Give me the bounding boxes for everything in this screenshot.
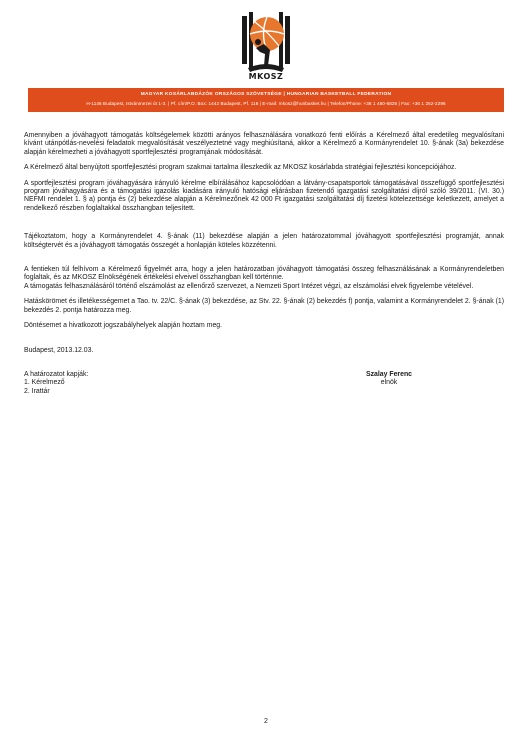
paragraph: Tájékoztatom, hogy a Kormányrendelet 4. §-ának (11) bekezdése alapján a jelen határozatommal jóváhagyott sportfejlesztési programját, annak költségtervét és a jóváhagyott támogatás összegét a honlapján köteles közzétenni. [24, 233, 504, 249]
paragraph: A fentieken túl felhívom a Kérelmező figyelmét arra, hogy a jelen határozatban jóváhagyott támogatási összeg felhasználásának a Kormányrendeletben foglaltak, és az MKOSZ Elnökségének értékelési elveivel összhangban kell történnie. [24, 266, 504, 282]
recipient-item: 1. Kérelmező [24, 379, 65, 387]
paragraph: Döntésemet a hivatkozott jogszabályhelyek alapján hoztam meg. [24, 322, 223, 330]
federation-name: MAGYAR KOSÁRLABDÁZÓK ORSZÁGOS SZÖVETSÉGE | HUNGARIAN BASKETBALL FEDERATION [140, 92, 392, 97]
paragraph: A sportfejlesztési program jóváhagyására irányuló kérelme elbírálásához kapcsolódóan a látvány-csapatsportok támogatásával összefüggő sportfejlesztési program jóváhagyására és a támogatási igazolás kiadására irányuló hatósági eljárásban fizetendő igazgatási szolgáltatási díjról szóló 39/2011. (VI. 30.) NEFMI rendelet 1. § a) pontja és (2) bekezdése alapján a Kérelmezőnek 42 000 Ft igazgatási szolgáltatási díj fizetési kötelezettsége keletkezett, amelyet a rendelkező részben foglaltakkal összhangban teljesített. [24, 179, 504, 212]
recipients-list [24, 371, 88, 396]
place-date: Budapest, 2013.12.03. [24, 346, 94, 354]
signatory-title: elnök [380, 379, 398, 387]
paragraph: A Kérelmező által benyújtott sportfejlesztési program szakmai tartalma illeszkedik az MKOSZ kosárlabda stratégiai fejlesztési koncepciójához. [24, 164, 457, 172]
recipient-item: 2. Irattár [24, 387, 50, 395]
page-number: 2 [264, 718, 268, 725]
paragraph: A támogatás felhasználásáról történő elszámolást az ellenőrző szervezet, a Nemzeti Sport Intézet végzi, az elszámolási elvek figyelembe vételével. [24, 282, 474, 290]
signatory-name: Szalay Ferenc [366, 370, 412, 378]
signatory [359, 371, 419, 388]
header-banner [28, 88, 504, 112]
logo-wordmark: MKOSZ [248, 72, 284, 81]
document-body [24, 132, 504, 401]
signature-block [24, 371, 504, 401]
paragraph: Amennyiben a jóváhagyott támogatás költségelemek közötti arányos felhasználására vonatkozó fenti előírás a Kérelmező által eredetileg megvalósítani kívánt utánpótlás-nevelési feladatok megvalósítását veszélyeztetné vagy meghiúsítaná, akkor a Kérelmező a Kormányrendelet 10. §-ának (3a) bekezdése alapján kérelmezheti a jóváhagyott sportfejlesztési programjának módosítását. [24, 132, 504, 156]
recipients-title: A határozatot kapják: [24, 370, 89, 378]
basketball-logo-icon [238, 8, 294, 80]
paragraph: Hatáskörömet és illetékességemet a Tao. tv. 22/C. §-ának (3) bekezdése, az Stv. 22. §-ának (2) bekezdés f) pontja, valamint a Kormányrendelet 2. §-ának (1) bekezdés 2. pontja határozza meg. [24, 298, 504, 314]
contact-info: H-1146 Budapest, Istvánmezei út 1-3. | Pf. cím/P.O. Box: 1442 Budapest, Pf. 116 | E-mail: mkosz@hunbasket.hu | Telefon/Phone: +36 1 460-6825 | Fax: +36 1 252-2296 [86, 101, 446, 106]
